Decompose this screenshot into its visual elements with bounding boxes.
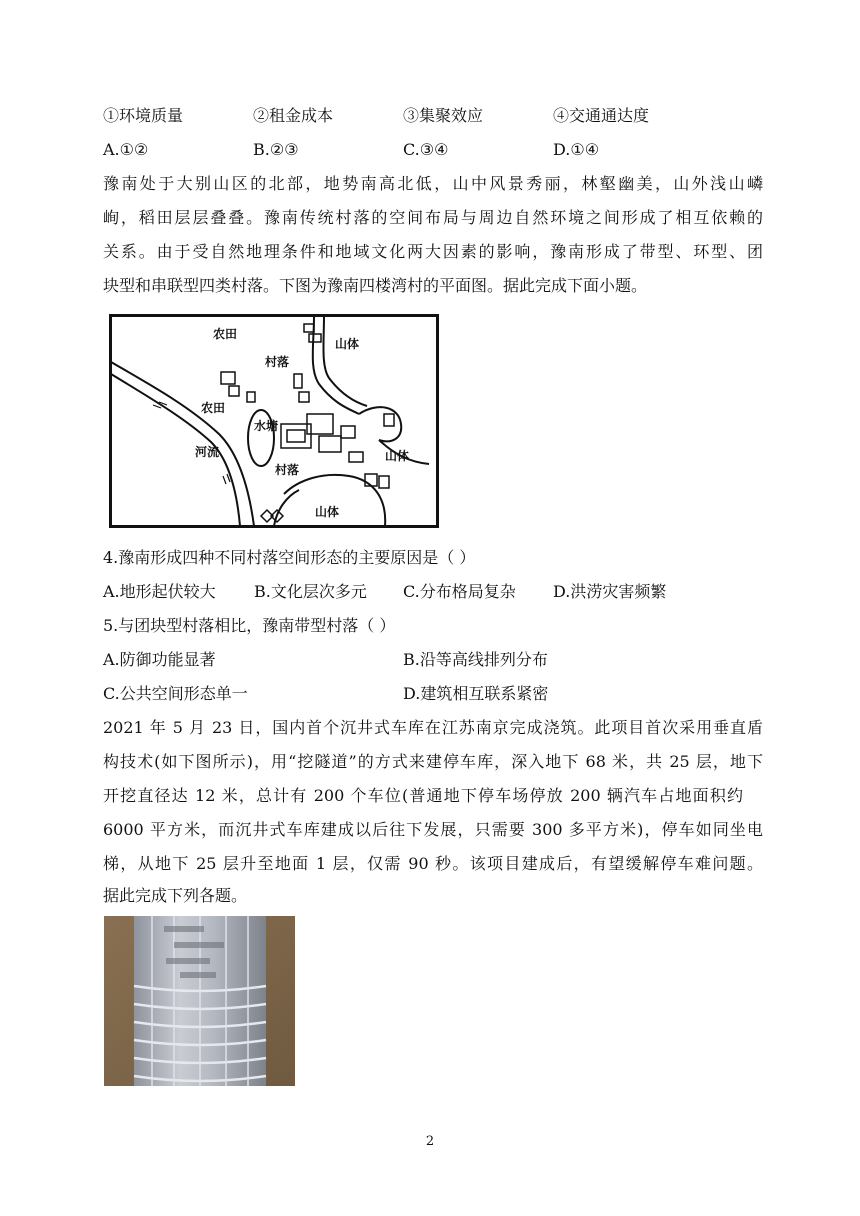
q4-stem: 4.豫南形成四种不同村落空间形态的主要原因是（ ） (103, 548, 476, 567)
q3-choice-d: D.①④ (553, 140, 600, 159)
map-label-mountain-right: 山体 (385, 449, 410, 463)
q4-choice-a: A.地形起伏较大 (103, 582, 216, 601)
passage2-line-3: 开挖直径达 12 米，总计有 200 个车位(普通地下停车场停放 200 辆汽车占地面积约 (103, 786, 743, 805)
q3-item-1: ①环境质量 (103, 106, 184, 125)
q4-choice-c: C.分布格局复杂 (403, 582, 516, 601)
vertical-shield-photo (104, 916, 295, 1086)
q5-choice-a: A.防御功能显著 (103, 650, 216, 669)
q4-choice-d: D.洪涝灾害频繁 (553, 582, 667, 601)
map-label-mountain-bottom: 山体 (315, 505, 340, 519)
passage1-line-1: 豫南处于大别山区的北部，地势南高北低，山中风景秀丽，林壑幽美，山外浅山嶙 (103, 174, 763, 193)
map-label-farmland-top: 农田 (213, 327, 238, 341)
q4-choice-b: B.文化层次多元 (254, 582, 367, 601)
map-label-river: 河流 (195, 445, 220, 459)
q3-item-3: ③集聚效应 (403, 106, 484, 125)
q3-item-2: ②租金成本 (253, 106, 334, 125)
q3-choice-b: B.②③ (253, 140, 299, 159)
map-label-village-mid: 村落 (275, 463, 300, 477)
passage1-line-3: 关系。由于受自然地理条件和地域文化两大因素的影响，豫南形成了带型、环型、团 (103, 242, 763, 261)
map-label-farmland-mid: 农田 (201, 401, 226, 415)
map-label-pond: 水塘 (254, 419, 279, 433)
passage2-line-6: 据此完成下列各题。 (103, 886, 248, 905)
q3-choice-c: C.③④ (403, 140, 449, 159)
map-label-mountain-top-1: 山体 (335, 337, 360, 351)
passage2-line-1: 2021 年 5 月 23 日，国内首个沉井式车库在江苏南京完成浇筑。此项目首次采用垂直盾 (103, 718, 763, 737)
q3-item-4: ④交通通达度 (553, 106, 650, 125)
q5-choice-b: B.沿等高线排列分布 (403, 650, 548, 669)
passage1-line-2: 峋，稻田层层叠叠。豫南传统村落的空间布局与周边自然环境之间形成了相互依赖的 (103, 208, 763, 227)
q5-choice-d: D.建筑相互联系紧密 (403, 684, 549, 703)
village-map-figure (109, 314, 439, 528)
passage2-line-2: 构技术(如下图所示)，用“挖隧道”的方式来建停车库，深入地下 68 米，共 25 层，地下 (103, 752, 763, 771)
q5-stem: 5.与团块型村落相比，豫南带型村落（ ） (103, 616, 396, 635)
passage2-line-5: 梯，从地下 25 层升至地面 1 层，仅需 90 秒。该项目建成后，有望缓解停车难问题。 (103, 854, 763, 873)
q3-choice-a: A.①② (103, 140, 149, 159)
passage2-line-4: 6000 平方米，而沉井式车库建成以后往下发展，只需要 300 多平方米)，停车如同坐电 (103, 820, 763, 839)
q5-choice-c: C.公共空间形态单一 (103, 684, 248, 703)
passage1-line-4: 块型和串联型四类村落。下图为豫南四楼湾村的平面图。据此完成下面小题。 (103, 276, 648, 295)
page-number: 2 (425, 1134, 435, 1149)
map-label-village-top: 村落 (265, 355, 290, 369)
